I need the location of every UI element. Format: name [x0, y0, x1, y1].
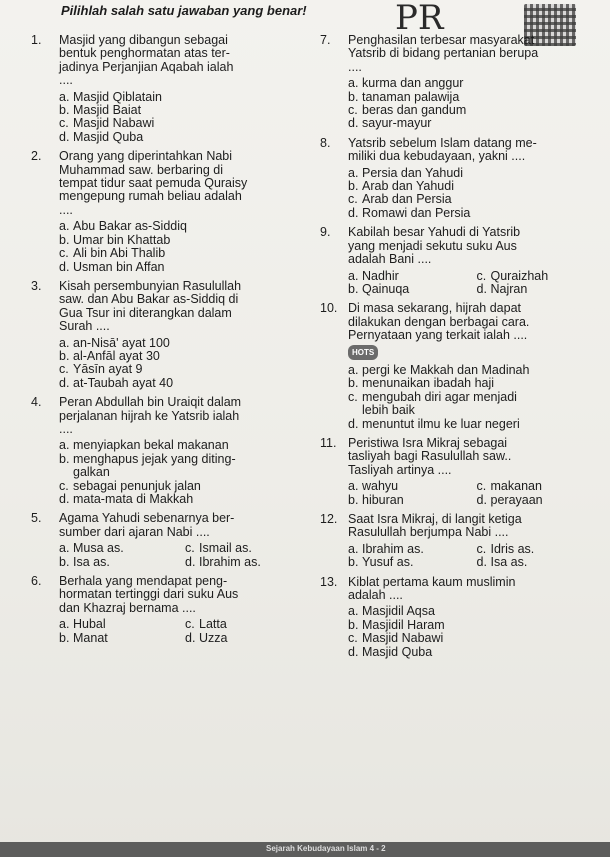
answer-option[interactable]: [59, 234, 311, 247]
answer-option[interactable]: [59, 261, 311, 274]
option-text: Persia dan Yahudi: [362, 165, 464, 180]
option-row: [348, 364, 605, 377]
option-text: at-Taubah ayat 40: [73, 375, 174, 390]
answer-option[interactable]: [348, 377, 605, 390]
question-stem: Saat Isra Mikraj, di langit ketiga Rasulullah berjumpa Nabi ....: [348, 512, 522, 540]
option-letter: c.: [185, 541, 195, 556]
answer-options: [59, 618, 311, 645]
option-text: Manat: [73, 630, 108, 645]
question-number: 6.: [31, 574, 42, 589]
option-letter: d.: [348, 116, 359, 131]
option-row: [348, 418, 605, 431]
answer-option[interactable]: [477, 283, 606, 296]
option-text: Isa as.: [490, 555, 528, 570]
option-row: [348, 377, 605, 390]
answer-options: [59, 439, 311, 506]
footer-title: Sejarah Kebudayaan Islam 4 - 2: [266, 844, 386, 853]
answer-option[interactable]: [348, 207, 605, 220]
option-text: Masjidil Aqsa: [362, 604, 435, 619]
answer-options: [59, 337, 311, 391]
option-letter: b.: [348, 376, 359, 391]
option-row: [59, 104, 311, 117]
option-text: tanaman palawija: [362, 89, 460, 104]
option-letter: d.: [348, 205, 359, 220]
option-letter: b.: [348, 492, 359, 507]
option-letter: b.: [59, 232, 70, 247]
question-number: 9.: [320, 225, 331, 240]
option-letter: a.: [348, 76, 359, 91]
option-row: [59, 131, 311, 144]
option-letter: d.: [348, 644, 359, 659]
answer-option[interactable]: [348, 180, 605, 193]
question-stem: Orang yang diperintahkan Nabi Muhammad saw. berbaring di tempat tidur saat pemuda Quraisy mengepung rumah beliau adalah ....: [59, 149, 248, 217]
question-number: 5.: [31, 511, 42, 526]
answer-option[interactable]: [59, 439, 311, 452]
question-number: 3.: [31, 278, 42, 293]
option-text: Umar bin Khattab: [73, 232, 171, 247]
option-row: [348, 180, 605, 193]
option-text: Arab dan Yahudi: [362, 179, 454, 194]
answer-option[interactable]: [59, 480, 311, 493]
option-text: menuntut ilmu ke luar negeri: [362, 416, 520, 431]
answer-option[interactable]: [59, 220, 311, 233]
option-letter: a.: [59, 617, 70, 632]
option-row: [59, 480, 311, 493]
option-letter: d.: [59, 375, 70, 390]
answer-options: [348, 480, 605, 507]
answer-options: [59, 542, 311, 569]
option-letter: a.: [59, 89, 70, 104]
option-text: Yāsīn ayat 9: [73, 362, 143, 377]
option-row: [59, 632, 311, 645]
option-row: [59, 453, 311, 480]
answer-option[interactable]: [348, 391, 605, 418]
option-letter: d.: [476, 281, 487, 296]
question-number: 7.: [320, 33, 331, 47]
question-number: 11.: [320, 435, 337, 450]
option-text: Idris as.: [490, 541, 535, 556]
answer-options: [348, 605, 605, 659]
option-text: menyiapkan bekal makanan: [73, 438, 229, 453]
answer-option[interactable]: [59, 493, 311, 506]
option-letter: b.: [348, 617, 359, 632]
answer-option[interactable]: [59, 117, 311, 130]
option-row: [348, 117, 605, 130]
answer-option[interactable]: [348, 632, 605, 645]
option-letter: d.: [476, 555, 487, 570]
answer-option[interactable]: [59, 556, 185, 569]
option-letter: c.: [348, 192, 358, 207]
question-stem: Berhala yang mendapat peng- hormatan tertinggi dari suku Aus dan Khazraj bernama ....: [59, 574, 239, 615]
option-letter: a.: [59, 219, 70, 234]
answer-option[interactable]: [185, 542, 311, 555]
hots-badge: HOTS: [348, 345, 378, 360]
question-stem: Di masa sekarang, hijrah dapat dilakukan dengan berbagai cara. Pernyataan yang terkait ialah ....: [348, 301, 530, 343]
question-number: 4.: [31, 395, 42, 410]
answer-option[interactable]: [477, 543, 606, 556]
option-letter: c.: [348, 631, 358, 646]
option-text: Arab dan Persia: [362, 192, 452, 207]
answer-option[interactable]: [59, 350, 311, 363]
answer-option[interactable]: [185, 556, 311, 569]
option-text: Ali bin Abi Thalib: [73, 246, 166, 261]
answer-options: [348, 364, 605, 431]
left-question-column: [31, 34, 311, 651]
right-question-column: [320, 34, 605, 665]
option-row: [348, 77, 605, 90]
option-row: [59, 556, 311, 569]
option-row: [59, 261, 311, 274]
option-row: [348, 632, 605, 645]
option-text: pergi ke Makkah dan Madinah: [362, 362, 530, 377]
option-letter: d.: [476, 492, 487, 507]
instruction-heading: Pilihlah salah satu jawaban yang benar!: [61, 3, 307, 18]
option-text: Ismail as.: [199, 541, 252, 556]
option-row: [348, 104, 605, 117]
option-letter: b.: [59, 630, 70, 645]
question-item: [320, 34, 605, 131]
option-text: Usman bin Affan: [73, 259, 165, 274]
answer-option[interactable]: [59, 363, 311, 376]
question-stem: Peristiwa Isra Mikraj sebagai tasliyah bagi Rasulullah saw.. Tasliyah artinya ....: [348, 435, 512, 477]
question-item: [320, 226, 605, 296]
handwritten-initials: PR: [395, 0, 444, 38]
option-text: menghapus jejak yang diting- galkan: [73, 451, 236, 480]
answer-option[interactable]: [59, 377, 311, 390]
option-row: [348, 646, 605, 659]
option-text: an-Nisā' ayat 100: [73, 335, 170, 350]
question-stem: Penghasilan terbesar masyarakat Yatsrib di bidang pertanian berupa ....: [348, 33, 539, 74]
option-text: al-Anfāl ayat 30: [73, 348, 160, 363]
option-letter: a.: [59, 335, 70, 350]
option-letter: b.: [348, 555, 359, 570]
option-row: [348, 207, 605, 220]
option-letter: c.: [476, 268, 487, 283]
answer-options: [348, 543, 605, 570]
option-text: kurma dan anggur: [362, 76, 464, 91]
answer-option[interactable]: [348, 556, 477, 569]
option-text: mata-mata di Makkah: [73, 492, 194, 506]
answer-option[interactable]: [185, 632, 311, 645]
question-stem: Kabilah besar Yahudi di Yatsrib yang menjadi sekutu suku Aus adalah Bani ....: [348, 225, 521, 267]
answer-option[interactable]: [348, 117, 605, 130]
option-text: Abu Bakar as-Siddiq: [73, 219, 187, 234]
option-text: beras dan gandum: [362, 103, 467, 118]
option-row: [348, 480, 605, 493]
option-letter: d.: [59, 129, 70, 144]
option-text: Uzza: [199, 630, 228, 645]
option-text: Masjid Nabawi: [73, 116, 155, 131]
answer-options: [59, 91, 311, 145]
option-text: Isa as.: [73, 554, 110, 569]
option-letter: c.: [59, 116, 69, 131]
answer-options: [348, 270, 605, 297]
option-row: [59, 220, 311, 233]
option-text: mengubah diri agar menjadi lebih baik: [362, 389, 517, 418]
option-text: Qainuqa: [362, 281, 410, 296]
option-row: [348, 543, 605, 556]
option-row: [59, 91, 311, 104]
question-stem: Agama Yahudi sebenarnya ber- sumber dari ajaran Nabi ....: [59, 511, 235, 539]
answer-option[interactable]: [348, 283, 477, 296]
question-item: [320, 576, 605, 659]
option-text: Masjid Baiat: [73, 103, 142, 118]
option-row: [348, 283, 605, 296]
answer-option[interactable]: [348, 193, 605, 206]
question-stem: Kiblat pertama kaum muslimin adalah ....: [348, 574, 516, 603]
option-letter: c.: [59, 478, 69, 493]
answer-options: [59, 220, 311, 274]
option-row: [59, 618, 311, 631]
answer-option[interactable]: [59, 91, 311, 104]
option-text: Najran: [490, 281, 528, 296]
option-row: [59, 493, 311, 506]
option-letter: a.: [59, 541, 70, 556]
option-letter: c.: [476, 541, 487, 556]
option-letter: a.: [348, 165, 359, 180]
option-letter: a.: [348, 604, 359, 619]
option-letter: a.: [348, 268, 359, 283]
answer-option[interactable]: [348, 494, 477, 507]
option-text: Yusuf as.: [362, 555, 414, 570]
option-letter: b.: [59, 451, 70, 466]
option-row: [348, 494, 605, 507]
question-item: [31, 396, 311, 506]
option-letter: a.: [348, 362, 359, 377]
question-item: [31, 150, 311, 274]
option-row: [348, 391, 605, 418]
option-row: [59, 247, 311, 260]
option-letter: d.: [59, 259, 70, 274]
option-letter: c.: [348, 103, 358, 118]
question-item: [31, 512, 311, 569]
option-row: [348, 270, 605, 283]
option-text: Musa as.: [73, 541, 124, 556]
answer-option[interactable]: [59, 247, 311, 260]
answer-option[interactable]: [59, 131, 311, 144]
question-item: [31, 575, 311, 645]
answer-options: [348, 167, 605, 221]
question-number: 10.: [320, 301, 338, 316]
option-letter: b.: [348, 281, 359, 296]
answer-option[interactable]: [348, 91, 605, 104]
option-row: [59, 350, 311, 363]
option-text: Masjid Quba: [362, 644, 433, 659]
option-text: perayaan: [490, 492, 543, 507]
answer-option[interactable]: [348, 418, 605, 431]
answer-option[interactable]: [477, 556, 606, 569]
option-text: Romawi dan Persia: [362, 205, 471, 220]
option-letter: c.: [185, 617, 195, 632]
option-letter: d.: [59, 492, 70, 506]
answer-option[interactable]: [59, 618, 185, 631]
answer-option[interactable]: [348, 270, 477, 283]
option-text: hiburan: [362, 492, 404, 507]
answer-option[interactable]: [59, 453, 311, 480]
option-letter: c.: [59, 246, 69, 261]
answer-option[interactable]: [59, 632, 185, 645]
option-text: Latta: [199, 617, 227, 632]
option-text: Masjidil Haram: [362, 617, 445, 632]
question-item: [320, 513, 605, 570]
option-text: Masjid Nabawi: [362, 631, 444, 646]
option-letter: c.: [348, 389, 358, 404]
option-letter: c.: [59, 362, 69, 377]
answer-option[interactable]: [348, 104, 605, 117]
answer-option[interactable]: [348, 605, 605, 618]
question-stem: Yatsrib sebelum Islam datang me- miliki dua kebudayaan, yakni ....: [348, 135, 537, 164]
answer-options: [348, 77, 605, 131]
option-letter: a.: [348, 479, 359, 494]
question-item: [31, 34, 311, 144]
option-text: Hubal: [73, 617, 106, 632]
question-number: 12.: [320, 512, 338, 526]
option-row: [59, 234, 311, 247]
option-text: Nadhir: [362, 268, 399, 283]
question-item: [320, 137, 605, 220]
option-letter: a.: [348, 541, 359, 556]
answer-option[interactable]: [348, 646, 605, 659]
question-item: [31, 280, 311, 390]
answer-option[interactable]: [348, 77, 605, 90]
option-letter: b.: [348, 179, 359, 194]
question-item: [320, 437, 605, 507]
option-row: [348, 605, 605, 618]
option-row: [59, 337, 311, 350]
option-text: sayur-mayur: [362, 116, 432, 131]
answer-option[interactable]: [348, 543, 477, 556]
answer-option[interactable]: [348, 167, 605, 180]
option-text: Masjid Qiblatain: [73, 89, 162, 104]
question-number: 2.: [31, 149, 42, 164]
option-letter: d.: [348, 416, 359, 431]
option-row: [348, 193, 605, 206]
option-text: makanan: [490, 479, 542, 494]
answer-option[interactable]: [185, 618, 311, 631]
option-text: wahyu: [362, 479, 399, 494]
option-letter: c.: [476, 479, 487, 494]
answer-option[interactable]: [477, 494, 606, 507]
option-letter: b.: [59, 348, 70, 363]
option-letter: a.: [59, 438, 70, 453]
answer-option[interactable]: [59, 542, 185, 555]
answer-option[interactable]: [477, 270, 606, 283]
option-row: [348, 167, 605, 180]
question-number: 1.: [31, 33, 42, 47]
option-text: Masjid Quba: [73, 129, 144, 144]
option-letter: b.: [348, 89, 359, 104]
question-stem: Masjid yang dibangun sebagai bentuk penghormatan atas ter- jadinya Perjanjian Aqabah ialah ....: [59, 33, 234, 88]
answer-option[interactable]: [348, 480, 477, 493]
question-stem: Peran Abdullah bin Uraiqit dalam perjalanan hijrah ke Yatsrib ialah ....: [59, 395, 242, 436]
option-letter: b.: [59, 554, 70, 569]
answer-option[interactable]: [477, 480, 606, 493]
answer-option[interactable]: [348, 364, 605, 377]
option-text: Ibrahim as.: [199, 554, 261, 569]
option-text: sebagai penunjuk jalan: [73, 478, 201, 493]
question-number: 13.: [320, 574, 338, 589]
option-row: [59, 439, 311, 452]
option-row: [348, 556, 605, 569]
option-text: menunaikan ibadah haji: [362, 376, 495, 391]
question-number: 8.: [320, 135, 331, 150]
answer-option[interactable]: [348, 619, 605, 632]
option-row: [59, 363, 311, 376]
option-letter: b.: [59, 103, 70, 118]
option-letter: d.: [185, 554, 196, 569]
option-row: [59, 542, 311, 555]
option-row: [59, 117, 311, 130]
option-letter: d.: [185, 630, 196, 645]
answer-option[interactable]: [59, 104, 311, 117]
option-row: [348, 619, 605, 632]
option-text: Ibrahim as.: [362, 541, 424, 556]
question-stem: Kisah persembunyian Rasulullah saw. dan Abu Bakar as-Siddiq di Gua Tsur ini diterangkan dalam Surah ....: [59, 278, 242, 334]
option-row: [348, 91, 605, 104]
option-text: Quraizhah: [490, 268, 549, 283]
option-row: [59, 377, 311, 390]
answer-option[interactable]: [59, 337, 311, 350]
question-item: [320, 302, 605, 431]
